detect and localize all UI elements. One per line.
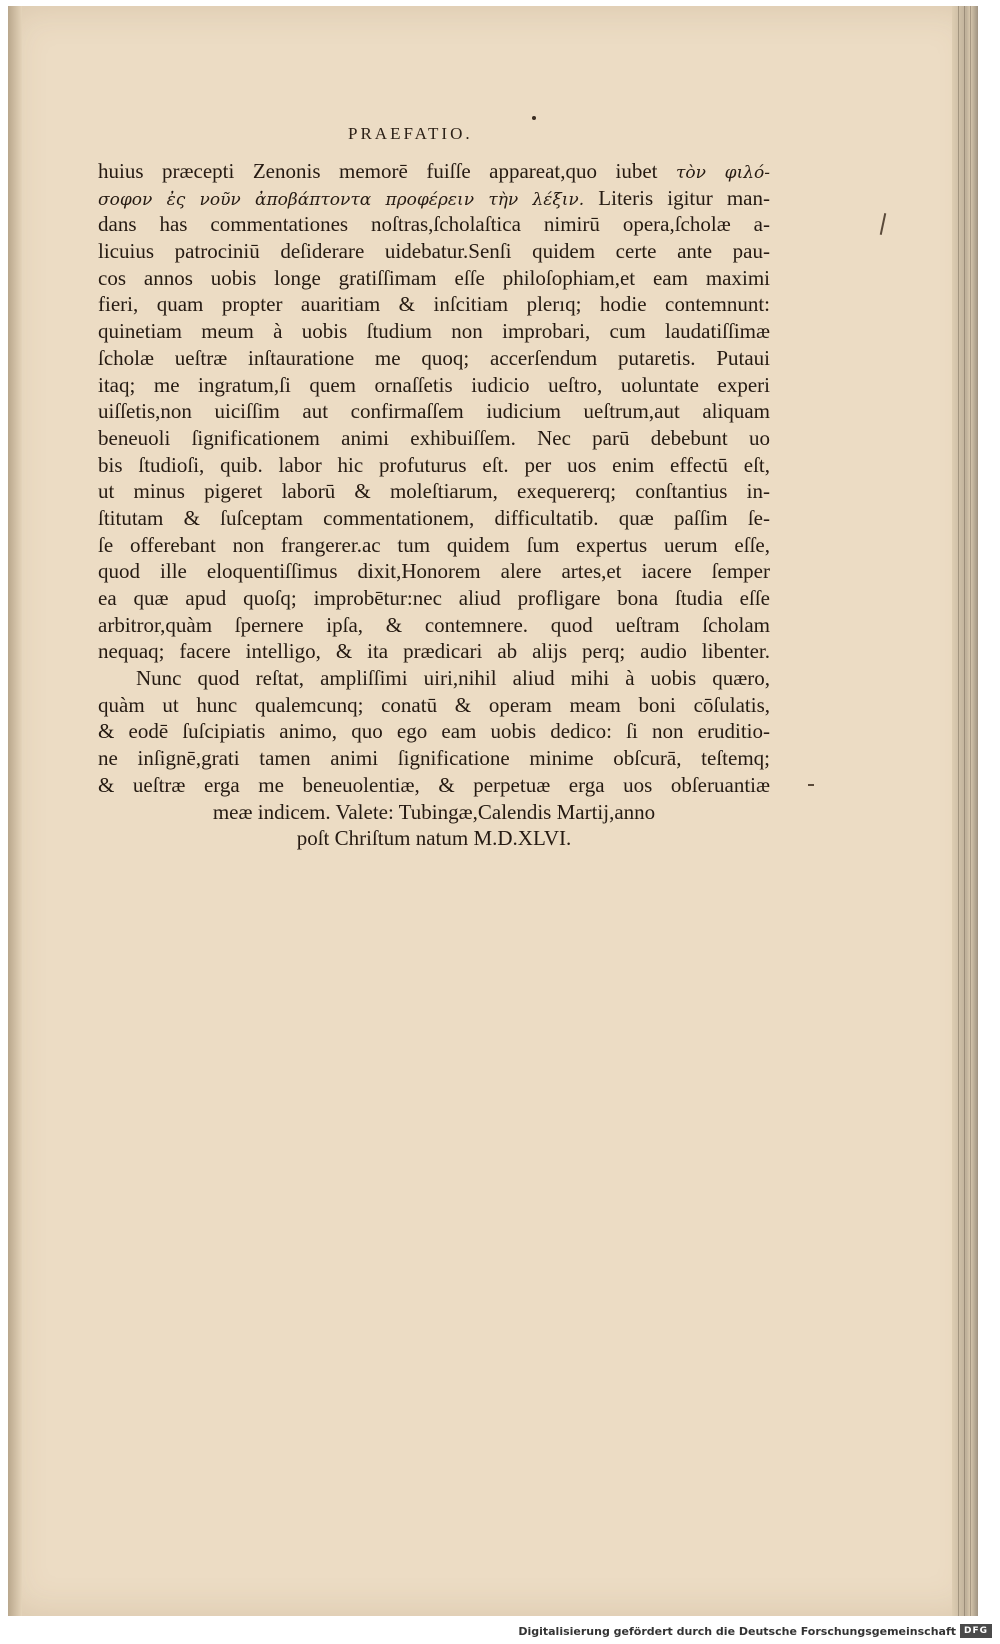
- text-line: [98, 158, 770, 185]
- text-line: nequaq; facere intelligo, & ita prædicari ab alijs perq; audio libenter.: [98, 639, 770, 664]
- footer-strip: [0, 1620, 1000, 1644]
- text-line: itaq; me ingratum,ſi quem ornaſſetis iudicio ueſtro, uoluntate experi: [98, 372, 770, 397]
- signature-dot: [532, 116, 536, 120]
- text-line: arbitror,quàm ſpernere ipſa, & contemnere. quod ueſtram ſcholam: [98, 612, 770, 637]
- book-page: [8, 6, 978, 1616]
- text-line: & ueſtræ erga me beneuolentiæ, & perpetuæ erga uos obſeruantiæ: [98, 772, 770, 797]
- text-line: beneuoli ſignificationem animi exhibuiſſem. Nec parū debebunt uo: [98, 425, 770, 450]
- page-edge-line: [970, 6, 971, 1616]
- text-line: quinetiam meum à uobis ſtudium non improbari, cum laudatiſſimæ: [98, 319, 770, 344]
- text-line: dans has commentationes noſtras,ſcholaſtica nimirū opera,ſcholæ a-: [98, 212, 770, 237]
- text-line-latin: huius præcepti Zenonis memorē fuiſſe appareat,quo iubet: [98, 159, 677, 183]
- text-line: cos annos uobis longe gratiſſimam eſſe philoſophiam,et eam maximi: [98, 265, 770, 290]
- page-edge-line: [964, 6, 965, 1616]
- text-line: fieri, quam propter auaritiam & inſcitiam plerıq; hodie contemnunt:: [98, 292, 770, 317]
- text-line: licuius patrociniū deſiderare uidebatur.Senſi quidem certe ante pau-: [98, 239, 770, 264]
- text-line: quod ille eloquentiſſimus dixit,Honorem alere artes,et iacere ſemper: [98, 559, 770, 584]
- running-head: PRAEFATIO.: [348, 124, 473, 143]
- text-line: quàm ut hunc qualemcunq; conatū & operam meam boni cōſulatis,: [98, 692, 770, 717]
- text-line: [98, 185, 770, 212]
- text-line: ſtitutam & ſuſceptam commentationem, difficultatib. quæ paſſim ſe-: [98, 505, 770, 530]
- margin-pencil-mark: [808, 784, 814, 786]
- text-line: ut minus pigeret laborū & moleſtiarum, exequererq; conſtantius in-: [98, 479, 770, 504]
- dfg-logo: DFG: [960, 1624, 992, 1638]
- text-line: bis ſtudioſi, quib. labor hic profuturus eſt. per uos enim effectū eſt,: [98, 452, 770, 477]
- text-line: meæ indicem. Valete: Tubingæ,Calendis Martij,anno: [212, 799, 656, 824]
- text-line: ne inſignē,grati tamen animi ſignificatione minime obſcurā, teſtemq;: [98, 746, 770, 771]
- text-line-greek: σοφον ἐς νοῦν ἀποβάπτοντα προφέρειν τὴν λέξιν.: [98, 189, 585, 210]
- text-line: ſcholæ ueſtræ inſtauratione me quoq; accerſendum putaretis. Putaui: [98, 345, 770, 370]
- spine-shadow: [8, 6, 22, 1616]
- page-edge: [952, 6, 978, 1616]
- text-line-greek: τὸν φιλό-: [676, 163, 770, 183]
- text-line: ea quæ apud quoſq; improbētur:nec aliud profligare bona ſtudia eſſe: [98, 586, 770, 610]
- text-line: uiſſetis,non uiciſſim aut confirmaſſem iudicium ueſtrum,aut aliquam: [98, 399, 770, 424]
- text-line: ſe offerebant non frangerer.ac tum quidem ſum expertus uerum eſſe,: [98, 532, 770, 557]
- text-line: Nunc quod reſtat, ampliſſimi uiri,nihil aliud mihi à uobis quæro,: [136, 666, 770, 691]
- page-edge-line: [958, 6, 959, 1616]
- funding-credit: Digitalisierung gefördert durch die Deutsche Forschungsgemeinschaft: [518, 1625, 956, 1638]
- text-line: & eodē ſuſcipiatis animo, quo ego eam uobis dedico: ſi non eruditio-: [98, 719, 770, 744]
- text-line: poſt Chriſtum natum M.D.XLVI.: [296, 826, 572, 851]
- text-line-latin: Literis igitur man-: [584, 185, 770, 210]
- body-text: [98, 158, 770, 852]
- margin-pencil-mark: [880, 213, 887, 235]
